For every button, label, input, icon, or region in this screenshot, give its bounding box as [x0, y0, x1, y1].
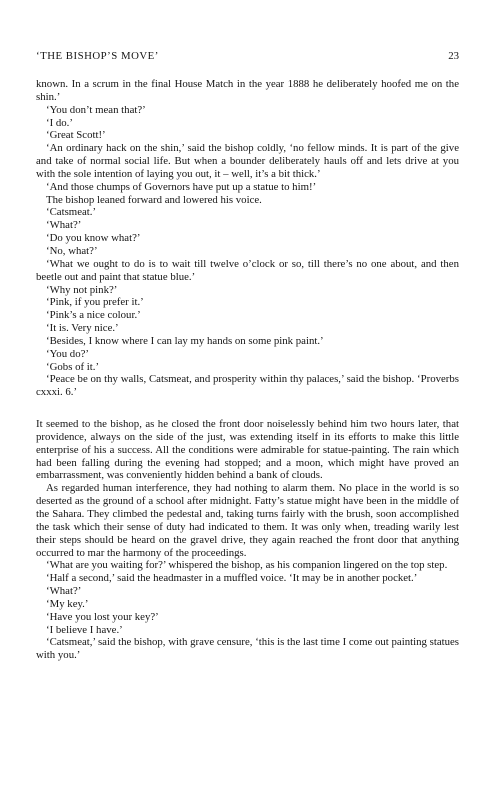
paragraph: ‘Peace be on thy walls, Catsmeat, and prosperity within thy palaces,’ said the bishop. ‘Proverbs cxxxi. 6.’	[36, 373, 459, 399]
paragraph: ‘What?’	[46, 219, 82, 232]
paragraph: ‘Besides, I know where I can lay my hands on some pink paint.’	[46, 334, 324, 347]
paragraph: ‘I believe I have.’	[46, 623, 123, 636]
paragraph: It seemed to the bishop, as he closed the front door noiselessly behind him two hours later, that providence, always on the side of the just, was extending itself in its efforts to make this little enterprise of his a success. All the conditions were admirable for statue-painting. The rain which had been falling during the evening had stopped; and a moon, which might have proved an embarrassment, was conveniently hidden behind a bank of clouds.	[36, 418, 459, 482]
paragraph: ‘I do.’	[46, 116, 73, 129]
body-text	[36, 78, 459, 662]
paragraph: ‘You do?’	[46, 347, 89, 360]
running-head: ‘THE BISHOP’S MOVE’	[36, 50, 159, 62]
paragraph: ‘Pink, if you prefer it.’	[46, 296, 144, 309]
paragraph: ‘My key.’	[46, 597, 89, 610]
paragraph: ‘You don’t mean that?’	[46, 103, 146, 116]
paragraph: ‘It is. Very nice.’	[46, 322, 119, 335]
paragraph: ‘Half a second,’ said the headmaster in a muffled voice. ‘It may be in another pocket.’	[46, 572, 418, 585]
paragraph: The bishop leaned forward and lowered his voice.	[46, 193, 262, 206]
paragraph: ‘What are you waiting for?’ whispered the bishop, as his companion lingered on the top step.	[46, 559, 448, 572]
paragraph: ‘Have you lost your key?’	[46, 610, 159, 623]
paragraph: ‘Why not pink?’	[46, 283, 118, 296]
paragraph: ‘Catsmeat.’	[46, 206, 97, 219]
paragraph: ‘Great Scott!’	[46, 129, 106, 142]
section-break	[36, 399, 459, 418]
page-number: 23	[448, 50, 459, 62]
paragraph: ‘No, what?’	[46, 244, 98, 257]
paragraph: ‘Do you know what?’	[46, 232, 141, 245]
paragraph: ‘Pink’s a nice colour.’	[46, 309, 141, 322]
paragraph: ‘An ordinary hack on the shin,’ said the bishop coldly, ‘no fellow minds. It is part of the give and take of normal social life. But when a bounder deliberately hauls off and lets drive at you with the sole intention of laying you out, it – well, it’s a bit thick.’	[36, 142, 459, 180]
paragraph: known. In a scrum in the final House Match in the year 1888 he deliberately hoofed me on the shin.’	[36, 78, 459, 103]
paragraph: ‘What?’	[46, 585, 82, 598]
paragraph: As regarded human interference, they had nothing to alarm them. No place in the world is so deserted as the ground of a school after midnight. Fatty’s statue might have been in the middle of the Sahara. They climbed the pedestal and, taking turns fairly with the brush, soon accomplished the task which their sense of duty had indicated to them. It was only when, treading warily lest their steps should be heard on the gravel drive, they again reached the front door that anything occurred to mar the harmony of the proceedings.	[36, 482, 459, 559]
page-header	[36, 49, 459, 63]
paragraph: ‘Gobs of it.’	[46, 360, 100, 373]
paragraph: ‘What we ought to do is to wait till twelve o’clock or so, till there’s no one about, and then beetle out and paint that statue blue.’	[36, 257, 459, 283]
paragraph: ‘Catsmeat,’ said the bishop, with grave censure, ‘this is the last time I come out painting statues with you.’	[36, 636, 459, 662]
paragraph: ‘And those chumps of Governors have put up a statue to him!’	[46, 180, 317, 193]
